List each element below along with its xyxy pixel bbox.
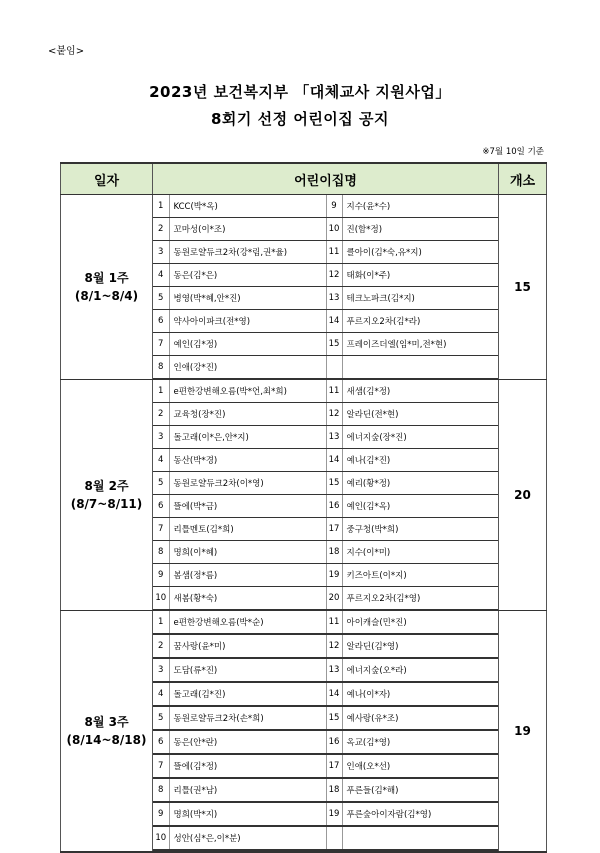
list-item	[153, 611, 498, 634]
center-number: 1	[153, 380, 169, 403]
attachment-label: <붙임>	[48, 46, 85, 57]
center-name: 진(함*정)	[342, 218, 498, 241]
center-name: 지수(이*미)	[342, 541, 498, 564]
week-cell	[61, 380, 153, 611]
center-number: 6	[153, 495, 169, 518]
center-number: 6	[153, 310, 169, 333]
center-number: 14	[326, 449, 342, 472]
center-name: 알라딘(전*현)	[342, 403, 498, 426]
center-number: 5	[153, 287, 169, 310]
center-name: 도담(류*진)	[169, 658, 326, 682]
center-number: 4	[153, 682, 169, 706]
center-number: 2	[153, 634, 169, 658]
selected-centers-table	[60, 162, 547, 853]
center-number: 19	[326, 802, 342, 826]
center-number: 20	[326, 587, 342, 610]
list-item	[153, 333, 498, 356]
center-name	[342, 826, 498, 850]
list-item	[153, 658, 498, 682]
center-list	[153, 380, 498, 610]
week-date-range: (8/7~8/11)	[70, 497, 143, 511]
center-name: 뜰에(김*정)	[169, 754, 326, 778]
center-name: 예리(황*정)	[342, 472, 498, 495]
center-list	[153, 611, 498, 851]
center-name: 지수(윤*수)	[342, 195, 498, 218]
table-body	[61, 195, 547, 853]
header-count: 개소	[499, 163, 547, 195]
center-name: 인애(강*진)	[169, 356, 326, 379]
center-list	[153, 195, 498, 379]
center-number: 3	[153, 426, 169, 449]
center-name	[342, 356, 498, 379]
center-number	[326, 356, 342, 379]
center-name: 약사아이파크(전*영)	[169, 310, 326, 333]
center-list-cell	[153, 611, 499, 853]
center-name: 예나(이*자)	[342, 682, 498, 706]
center-name: 테크노파크(김*지)	[342, 287, 498, 310]
center-number: 13	[326, 426, 342, 449]
table-header-row	[61, 163, 547, 195]
list-item	[153, 426, 498, 449]
center-number: 8	[153, 541, 169, 564]
list-item	[153, 356, 498, 379]
week-date-range: (8/14~8/18)	[66, 733, 147, 747]
document-title: 2023년 보건복지부 「대체교사 지원사업」	[149, 83, 451, 101]
center-list-cell	[153, 195, 499, 380]
center-number: 11	[326, 611, 342, 634]
list-item	[153, 634, 498, 658]
center-number: 7	[153, 754, 169, 778]
center-name: 예인(김*옥)	[342, 495, 498, 518]
week-date-range: (8/1~8/4)	[74, 289, 139, 303]
center-number: 18	[326, 778, 342, 802]
center-number: 3	[153, 241, 169, 264]
center-name: 돌고래(이*은,안*지)	[169, 426, 326, 449]
week-group-row	[61, 380, 547, 611]
center-count: 20	[499, 380, 547, 611]
center-number: 5	[153, 472, 169, 495]
list-item	[153, 241, 498, 264]
center-number: 14	[326, 310, 342, 333]
center-number: 13	[326, 658, 342, 682]
center-name: KCC(박*옥)	[169, 195, 326, 218]
list-item	[153, 495, 498, 518]
list-item	[153, 449, 498, 472]
center-number: 2	[153, 218, 169, 241]
center-name: 푸른숲아이자람(김*영)	[342, 802, 498, 826]
center-name: 리틀멘토(김*희)	[169, 518, 326, 541]
document-subtitle: 8회기 선정 어린이집 공지	[210, 110, 389, 128]
center-name: 인애(오*선)	[342, 754, 498, 778]
center-name: 명희(박*지)	[169, 802, 326, 826]
center-number: 6	[153, 730, 169, 754]
list-item	[153, 778, 498, 802]
center-number: 15	[326, 333, 342, 356]
center-number: 17	[326, 518, 342, 541]
center-name: 알라딘(김*영)	[342, 634, 498, 658]
list-item	[153, 754, 498, 778]
center-number: 14	[326, 682, 342, 706]
center-name: 에너지숲(장*진)	[342, 426, 498, 449]
list-item	[153, 541, 498, 564]
center-name: 명희(이*혜)	[169, 541, 326, 564]
center-number: 7	[153, 333, 169, 356]
center-number: 19	[326, 564, 342, 587]
center-number: 11	[326, 380, 342, 403]
center-number: 4	[153, 264, 169, 287]
list-item	[153, 802, 498, 826]
center-name: 동은(김*은)	[169, 264, 326, 287]
center-number: 3	[153, 658, 169, 682]
center-number: 18	[326, 541, 342, 564]
list-item	[153, 682, 498, 706]
center-name: 동원로얄듀크2차(손*희)	[169, 706, 326, 730]
list-item	[153, 587, 498, 610]
center-number: 12	[326, 634, 342, 658]
list-item	[153, 403, 498, 426]
center-name: 중구청(박*희)	[342, 518, 498, 541]
list-item	[153, 706, 498, 730]
center-number: 15	[326, 706, 342, 730]
week-group-row	[61, 195, 547, 380]
list-item	[153, 310, 498, 333]
list-item	[153, 730, 498, 754]
center-name: 예나(김*진)	[342, 449, 498, 472]
header-center-name: 어린이집명	[153, 163, 499, 195]
center-name: 푸르지오2차(김*영)	[342, 587, 498, 610]
center-name: 새봄(황*숙)	[169, 587, 326, 610]
center-number: 8	[153, 356, 169, 379]
center-number: 13	[326, 287, 342, 310]
center-name: 푸르지오2차(김*라)	[342, 310, 498, 333]
center-name: 동산(박*경)	[169, 449, 326, 472]
center-name: 클아이(김*숙,유*지)	[342, 241, 498, 264]
center-number: 15	[326, 472, 342, 495]
week-cell	[61, 611, 153, 853]
week-label: 8월 2주	[84, 479, 129, 493]
center-number: 4	[153, 449, 169, 472]
list-item	[153, 472, 498, 495]
center-name: 돌고래(김*진)	[169, 682, 326, 706]
reference-date-note: ※7월 10일 기준	[482, 147, 544, 157]
center-name: 아이캐슬(민*진)	[342, 611, 498, 634]
center-number: 12	[326, 264, 342, 287]
center-name: 뜰에(박*금)	[169, 495, 326, 518]
center-name: 키즈아트(이*지)	[342, 564, 498, 587]
list-item	[153, 380, 498, 403]
center-name: 에너지숲(오*라)	[342, 658, 498, 682]
center-name: 꼬마성(이*조)	[169, 218, 326, 241]
center-number: 9	[326, 195, 342, 218]
center-number: 9	[153, 802, 169, 826]
center-number: 7	[153, 518, 169, 541]
center-list-cell	[153, 380, 499, 611]
center-number: 17	[326, 754, 342, 778]
center-number: 8	[153, 778, 169, 802]
center-number: 10	[326, 218, 342, 241]
center-name: 동은(안*란)	[169, 730, 326, 754]
center-number: 10	[153, 587, 169, 610]
center-number: 5	[153, 706, 169, 730]
list-item	[153, 518, 498, 541]
center-name: 병영(박*혜,안*진)	[169, 287, 326, 310]
center-name: 봄샘(정*름)	[169, 564, 326, 587]
center-name: 푸른들(김*해)	[342, 778, 498, 802]
week-label: 8월 1주	[84, 271, 129, 285]
center-count: 15	[499, 195, 547, 380]
list-item	[153, 287, 498, 310]
center-name: 교육청(장*진)	[169, 403, 326, 426]
center-name: 프레이즈더엘(임*미,전*현)	[342, 333, 498, 356]
center-name: 꿈사랑(윤*미)	[169, 634, 326, 658]
list-item	[153, 195, 498, 218]
center-name: e편한강변해오름(박*순)	[169, 611, 326, 634]
center-name: 옥교(김*영)	[342, 730, 498, 754]
center-number	[326, 826, 342, 850]
center-number: 1	[153, 611, 169, 634]
center-name: 예사랑(유*조)	[342, 706, 498, 730]
center-number: 16	[326, 495, 342, 518]
week-cell	[61, 195, 153, 380]
center-number: 1	[153, 195, 169, 218]
center-number: 12	[326, 403, 342, 426]
center-name: 동원로얄듀크2차(강*림,권*율)	[169, 241, 326, 264]
list-item	[153, 218, 498, 241]
header-date: 일자	[61, 163, 153, 195]
center-name: 동원로얄듀크2차(이*영)	[169, 472, 326, 495]
center-number: 16	[326, 730, 342, 754]
center-number: 9	[153, 564, 169, 587]
center-name: 새샘(김*정)	[342, 380, 498, 403]
week-label: 8월 3주	[84, 715, 129, 729]
center-number: 11	[326, 241, 342, 264]
center-name: 성안(심*은,이*분)	[169, 826, 326, 850]
list-item	[153, 826, 498, 850]
center-name: 예인(김*정)	[169, 333, 326, 356]
center-name: 태화(이*주)	[342, 264, 498, 287]
center-name: 리틀(권*남)	[169, 778, 326, 802]
center-number: 2	[153, 403, 169, 426]
center-count: 19	[499, 611, 547, 853]
week-group-row	[61, 611, 547, 853]
list-item	[153, 564, 498, 587]
center-number: 10	[153, 826, 169, 850]
list-item	[153, 264, 498, 287]
center-name: e편한강변해오름(박*언,최*희)	[169, 380, 326, 403]
